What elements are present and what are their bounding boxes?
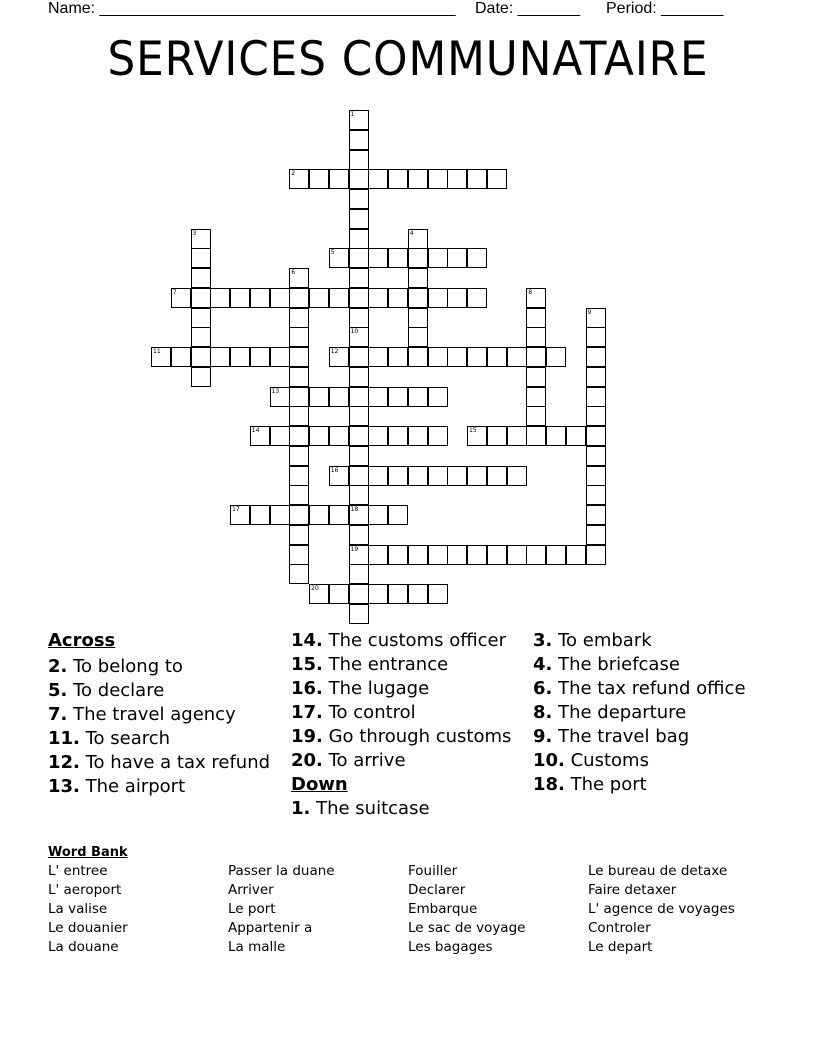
clue-item — [533, 749, 773, 773]
crossword-cell[interactable] — [487, 426, 507, 446]
crossword-cell[interactable] — [526, 387, 546, 407]
crossword-cell[interactable] — [526, 327, 546, 347]
clue-item — [291, 749, 531, 773]
clue-item — [48, 679, 288, 703]
crossword-cell[interactable] — [507, 545, 527, 565]
clue-number-label: 4. — [533, 654, 553, 675]
word-bank-item: La douane — [48, 939, 119, 955]
clue-number-label: 2. — [48, 656, 68, 677]
clue-number: 15 — [469, 427, 477, 434]
crossword-cell[interactable] — [507, 466, 527, 486]
crossword-cell[interactable] — [349, 505, 369, 525]
clue-item — [291, 677, 531, 701]
clue-text: The entrance — [322, 654, 449, 675]
crossword-cell[interactable] — [349, 308, 369, 328]
crossword-cell[interactable] — [526, 308, 546, 328]
crossword-cell[interactable] — [191, 327, 211, 347]
crossword-cell[interactable] — [289, 426, 309, 446]
word-bank-item: L' entree — [48, 863, 108, 879]
crossword-cell[interactable] — [349, 327, 369, 347]
crossword-cell[interactable] — [270, 505, 290, 525]
clue-text: The briefcase — [552, 654, 680, 675]
clue-text: The suitcase — [310, 798, 430, 819]
crossword-cell[interactable] — [349, 110, 369, 130]
crossword-cell[interactable] — [566, 426, 586, 446]
crossword-cell[interactable] — [368, 466, 388, 486]
crossword-cell[interactable] — [428, 288, 448, 308]
crossword-cell[interactable] — [329, 505, 349, 525]
crossword-cell[interactable] — [408, 268, 428, 288]
clue-item — [291, 797, 531, 821]
clue-number: 11 — [153, 348, 161, 355]
word-bank-item: Le bureau de detaxe — [588, 863, 728, 879]
clue-number-label: 19. — [291, 726, 323, 747]
crossword-cell[interactable] — [349, 367, 369, 387]
word-bank-item: Le douanier — [48, 920, 128, 936]
crossword-cell[interactable] — [349, 209, 369, 229]
crossword-cell[interactable] — [467, 248, 487, 268]
crossword-cell[interactable] — [368, 387, 388, 407]
crossword-cell[interactable] — [586, 485, 606, 505]
word-bank-title: Word Bank — [48, 845, 128, 860]
crossword-cell[interactable] — [191, 229, 211, 249]
crossword-cell[interactable] — [428, 466, 448, 486]
page-title: SERVICES COMMUNATAIRE — [107, 32, 709, 87]
clue-text: Customs — [564, 750, 649, 771]
word-bank-column — [408, 862, 588, 957]
word-bank-item: Le sac de voyage — [408, 920, 526, 936]
clue-item — [291, 629, 531, 653]
crossword-cell[interactable] — [289, 406, 309, 426]
clue-number-label: 15. — [291, 654, 323, 675]
crossword-cell[interactable] — [210, 288, 230, 308]
crossword-cell[interactable] — [388, 545, 408, 565]
crossword-cell[interactable] — [487, 169, 507, 189]
clue-number: 19 — [350, 545, 359, 553]
crossword-cell[interactable] — [368, 584, 388, 604]
clue-number-label: 3. — [533, 630, 553, 651]
crossword-cell[interactable] — [428, 387, 448, 407]
clue-number: 1 — [350, 111, 355, 118]
crossword-cell[interactable] — [289, 466, 309, 486]
crossword-cell[interactable] — [526, 406, 546, 426]
crossword-cell[interactable] — [388, 169, 408, 189]
word-bank-item: Declarer — [408, 882, 466, 898]
word-bank-item: La valise — [48, 901, 108, 917]
clue-item — [291, 725, 531, 749]
clue-text: To arrive — [322, 750, 406, 771]
clue-item — [533, 677, 773, 701]
clue-number: 18 — [350, 506, 359, 513]
crossword-cell[interactable] — [329, 584, 349, 604]
crossword-cell[interactable] — [408, 288, 428, 308]
clue-text: The tax refund office — [552, 678, 746, 699]
clue-item — [533, 629, 773, 653]
clue-text: To belong to — [67, 656, 183, 677]
crossword-cell[interactable] — [349, 268, 369, 288]
crossword-cell[interactable] — [250, 347, 270, 367]
crossword-cell[interactable] — [309, 584, 329, 604]
crossword-cell[interactable] — [388, 426, 408, 446]
period-field[interactable]: Period: _______ — [606, 0, 724, 17]
clue-number-label: 18. — [533, 774, 565, 795]
crossword-cell[interactable] — [586, 308, 606, 328]
crossword-cell[interactable] — [191, 268, 211, 288]
crossword-cell[interactable] — [349, 130, 369, 150]
clue-number: 13 — [271, 387, 280, 395]
clue-text: The port — [564, 774, 647, 795]
crossword-cell[interactable] — [349, 584, 369, 604]
crossword-cell[interactable] — [467, 426, 487, 446]
clue-number-label: 6. — [533, 678, 553, 699]
crossword-cell[interactable] — [408, 545, 428, 565]
date-field[interactable]: Date: _______ — [475, 0, 580, 17]
crossword-cell[interactable] — [349, 347, 369, 367]
word-bank-item: Le depart — [588, 939, 653, 955]
crossword-cell[interactable] — [408, 327, 428, 347]
clue-text: The travel bag — [552, 726, 690, 747]
crossword-cell[interactable] — [289, 288, 309, 308]
clue-number: 17 — [232, 506, 240, 513]
crossword-cell[interactable] — [230, 505, 250, 525]
crossword-cell[interactable] — [408, 466, 428, 486]
crossword-cell[interactable] — [329, 347, 349, 367]
crossword-cell[interactable] — [349, 446, 369, 466]
crossword-cell[interactable] — [309, 505, 329, 525]
crossword-cell[interactable] — [349, 406, 369, 426]
crossword-cell[interactable] — [309, 387, 329, 407]
crossword-cell[interactable] — [408, 169, 428, 189]
clues-column-1 — [48, 629, 288, 799]
clue-item — [48, 751, 288, 775]
crossword-cell[interactable] — [250, 288, 270, 308]
crossword-cell[interactable] — [586, 545, 606, 565]
crossword-cell[interactable] — [270, 347, 290, 367]
crossword-cell[interactable] — [388, 248, 408, 268]
crossword-cell[interactable] — [546, 426, 566, 446]
crossword-cell[interactable] — [487, 466, 507, 486]
clue-number-label: 10. — [533, 750, 565, 771]
crossword-cell[interactable] — [408, 308, 428, 328]
crossword-cell[interactable] — [526, 347, 546, 367]
crossword-cell[interactable] — [368, 288, 388, 308]
crossword-cell[interactable] — [349, 169, 369, 189]
word-bank-item: La malle — [228, 939, 286, 955]
crossword-cell[interactable] — [349, 426, 369, 446]
crossword-cell[interactable] — [526, 545, 546, 565]
across-heading: Across — [48, 630, 116, 651]
crossword-cell[interactable] — [586, 446, 606, 466]
clue-number: 4 — [409, 229, 414, 237]
crossword-cell[interactable] — [289, 367, 309, 387]
word-bank-item: Controler — [588, 920, 651, 936]
crossword-cell[interactable] — [329, 169, 349, 189]
crossword-cell[interactable] — [408, 387, 428, 407]
clue-number-label: 7. — [48, 704, 68, 725]
clue-number-label: 13. — [48, 776, 80, 797]
crossword-cell[interactable] — [428, 426, 448, 446]
crossword-cell[interactable] — [447, 288, 467, 308]
clue-number-label: 1. — [291, 798, 311, 819]
crossword-cell[interactable] — [467, 288, 487, 308]
crossword-cell[interactable] — [467, 347, 487, 367]
crossword-cell[interactable] — [250, 426, 270, 446]
clue-text: The customs officer — [322, 630, 506, 651]
crossword-cell[interactable] — [546, 545, 566, 565]
crossword-cell[interactable] — [289, 327, 309, 347]
crossword-cell[interactable] — [467, 545, 487, 565]
clue-number: 9 — [587, 308, 592, 316]
clue-number: 5 — [330, 249, 335, 257]
crossword-cell[interactable] — [368, 347, 388, 367]
crossword-cell[interactable] — [349, 604, 369, 624]
clue-number-label: 16. — [291, 678, 323, 699]
crossword-cell[interactable] — [171, 347, 191, 367]
crossword-cell[interactable] — [586, 327, 606, 347]
word-bank-item: Les bagages — [408, 939, 493, 955]
crossword-cell[interactable] — [447, 347, 467, 367]
crossword-cell[interactable] — [428, 545, 448, 565]
crossword-cell[interactable] — [289, 268, 309, 288]
crossword-cell[interactable] — [428, 169, 448, 189]
crossword-cell[interactable] — [507, 347, 527, 367]
clue-text: The lugage — [322, 678, 430, 699]
crossword-cell[interactable] — [487, 347, 507, 367]
crossword-cell[interactable] — [349, 189, 369, 209]
crossword-cell[interactable] — [270, 426, 290, 446]
word-bank-item: L' agence de voyages — [588, 901, 735, 917]
crossword-cell[interactable] — [349, 545, 369, 565]
crossword-cell[interactable] — [368, 169, 388, 189]
word-bank-item: Arriver — [228, 882, 274, 898]
crossword-cell[interactable] — [349, 525, 369, 545]
crossword-cell[interactable] — [586, 367, 606, 387]
crossword-cell[interactable] — [191, 248, 211, 268]
crossword-cell[interactable] — [191, 288, 211, 308]
crossword-cell[interactable] — [368, 505, 388, 525]
clue-number-label: 14. — [291, 630, 323, 651]
crossword-cell[interactable] — [586, 406, 606, 426]
crossword-cell[interactable] — [428, 347, 448, 367]
clue-text: To have a tax refund — [79, 752, 271, 773]
crossword-cell[interactable] — [289, 446, 309, 466]
crossword-cell[interactable] — [447, 248, 467, 268]
crossword-cell[interactable] — [329, 288, 349, 308]
crossword-cell[interactable] — [309, 169, 329, 189]
word-bank-item: Faire detaxer — [588, 882, 677, 898]
clue-number-label: 8. — [533, 702, 553, 723]
clue-text: The travel agency — [67, 704, 236, 725]
crossword-cell[interactable] — [329, 426, 349, 446]
crossword-cell[interactable] — [329, 387, 349, 407]
clue-item — [533, 725, 773, 749]
crossword-cell[interactable] — [349, 387, 369, 407]
crossword-cell[interactable] — [447, 466, 467, 486]
clue-number-label: 20. — [291, 750, 323, 771]
crossword-cell[interactable] — [289, 347, 309, 367]
word-bank-item: L' aeroport — [48, 882, 122, 898]
crossword-cell[interactable] — [586, 466, 606, 486]
crossword-cell[interactable] — [428, 248, 448, 268]
crossword-cell[interactable] — [270, 387, 290, 407]
crossword-cell[interactable] — [586, 426, 606, 446]
crossword-cell[interactable] — [368, 426, 388, 446]
crossword-cell[interactable] — [289, 387, 309, 407]
crossword-cell[interactable] — [408, 347, 428, 367]
word-bank-item: Le port — [228, 901, 276, 917]
crossword-cell[interactable] — [586, 387, 606, 407]
word-bank-item: Passer la duane — [228, 863, 335, 879]
crossword-cell[interactable] — [171, 288, 191, 308]
crossword-cell[interactable] — [349, 485, 369, 505]
crossword-cell[interactable] — [408, 229, 428, 249]
crossword-cell[interactable] — [289, 525, 309, 545]
clue-number: 2 — [291, 170, 296, 178]
crossword-cell[interactable] — [289, 308, 309, 328]
clues-column-2 — [291, 629, 531, 821]
clue-item — [533, 653, 773, 677]
crossword-cell[interactable] — [289, 545, 309, 565]
clue-number: 3 — [192, 229, 197, 237]
crossword-cell[interactable] — [388, 288, 408, 308]
word-bank-item: Embarque — [408, 901, 478, 917]
crossword-cell[interactable] — [428, 584, 448, 604]
crossword-cell[interactable] — [526, 288, 546, 308]
clue-number: 10 — [350, 328, 359, 336]
crossword-cell[interactable] — [408, 584, 428, 604]
crossword-cell[interactable] — [349, 150, 369, 170]
clue-item — [533, 701, 773, 725]
crossword-cell[interactable] — [408, 248, 428, 268]
clue-text: To declare — [67, 680, 165, 701]
crossword-cell[interactable] — [388, 584, 408, 604]
crossword-cell[interactable] — [586, 505, 606, 525]
word-bank-column — [48, 862, 228, 957]
crossword-cell[interactable] — [467, 169, 487, 189]
crossword-cell[interactable] — [309, 288, 329, 308]
crossword-cell[interactable] — [329, 466, 349, 486]
crossword-cell[interactable] — [289, 485, 309, 505]
crossword-cell[interactable] — [250, 505, 270, 525]
clue-number: 14 — [251, 427, 260, 434]
crossword-cell[interactable] — [191, 367, 211, 387]
crossword-cell[interactable] — [447, 545, 467, 565]
clue-number: 20 — [311, 585, 319, 592]
clue-item — [291, 653, 531, 677]
crossword-cell[interactable] — [151, 347, 171, 367]
word-bank-item: Appartenir a — [228, 920, 313, 936]
crossword-cell[interactable] — [230, 288, 250, 308]
crossword-cell[interactable] — [289, 564, 309, 584]
clue-number: 16 — [330, 466, 339, 474]
crossword-cell[interactable] — [526, 367, 546, 387]
clue-text: The departure — [552, 702, 687, 723]
crossword-cell[interactable] — [467, 466, 487, 486]
crossword-cell[interactable] — [388, 387, 408, 407]
clue-item — [291, 701, 531, 725]
crossword-cell[interactable] — [191, 347, 211, 367]
crossword-cell[interactable] — [270, 288, 290, 308]
clue-text: To embark — [552, 630, 652, 651]
crossword-cell[interactable] — [447, 169, 467, 189]
clue-number-label: 12. — [48, 752, 80, 773]
crossword-cell[interactable] — [408, 426, 428, 446]
crossword-cell[interactable] — [487, 545, 507, 565]
crossword-cell[interactable] — [388, 347, 408, 367]
clue-item — [48, 727, 288, 751]
clue-number-label: 5. — [48, 680, 68, 701]
clue-item — [533, 773, 773, 797]
crossword-cell[interactable] — [546, 347, 566, 367]
crossword-cell[interactable] — [289, 505, 309, 525]
clue-number-label: 9. — [533, 726, 553, 747]
crossword-cell[interactable] — [586, 525, 606, 545]
clue-number: 6 — [291, 269, 296, 276]
crossword-cell[interactable] — [349, 288, 369, 308]
crossword-cell[interactable] — [191, 308, 211, 328]
clue-number: 7 — [172, 288, 177, 296]
clue-text: Go through customs — [322, 726, 512, 747]
word-bank-column — [588, 862, 768, 957]
crossword-cell[interactable] — [368, 545, 388, 565]
clue-item — [48, 703, 288, 727]
crossword-cell[interactable] — [586, 347, 606, 367]
crossword-cell[interactable] — [349, 229, 369, 249]
crossword-cell[interactable] — [230, 347, 250, 367]
crossword-cell[interactable] — [507, 426, 527, 446]
crossword-cell[interactable] — [388, 505, 408, 525]
crossword-cell[interactable] — [388, 466, 408, 486]
crossword-cell[interactable] — [526, 426, 546, 446]
clue-number-label: 11. — [48, 728, 80, 749]
clue-item — [48, 775, 288, 799]
crossword-cell[interactable] — [349, 564, 369, 584]
crossword-cell[interactable] — [566, 545, 586, 565]
clue-text: The airport — [79, 776, 186, 797]
crossword-cell[interactable] — [329, 248, 349, 268]
down-heading: Down — [291, 774, 348, 795]
crossword-cell[interactable] — [349, 248, 369, 268]
word-bank-item: Fouiller — [408, 863, 458, 879]
clue-item — [48, 655, 288, 679]
crossword-cell[interactable] — [368, 248, 388, 268]
clue-number: 8 — [528, 288, 533, 296]
crossword-cell[interactable] — [309, 426, 329, 446]
clues-column-3 — [533, 629, 773, 797]
word-bank-column — [228, 862, 408, 957]
clue-number-label: 17. — [291, 702, 323, 723]
crossword-cell[interactable] — [349, 466, 369, 486]
crossword-cell[interactable] — [289, 169, 309, 189]
clue-text: To search — [79, 728, 171, 749]
clue-text: To control — [322, 702, 416, 723]
clue-number: 12 — [330, 348, 339, 355]
name-field[interactable]: Name: ________________________________________ — [48, 0, 456, 17]
crossword-cell[interactable] — [210, 347, 230, 367]
